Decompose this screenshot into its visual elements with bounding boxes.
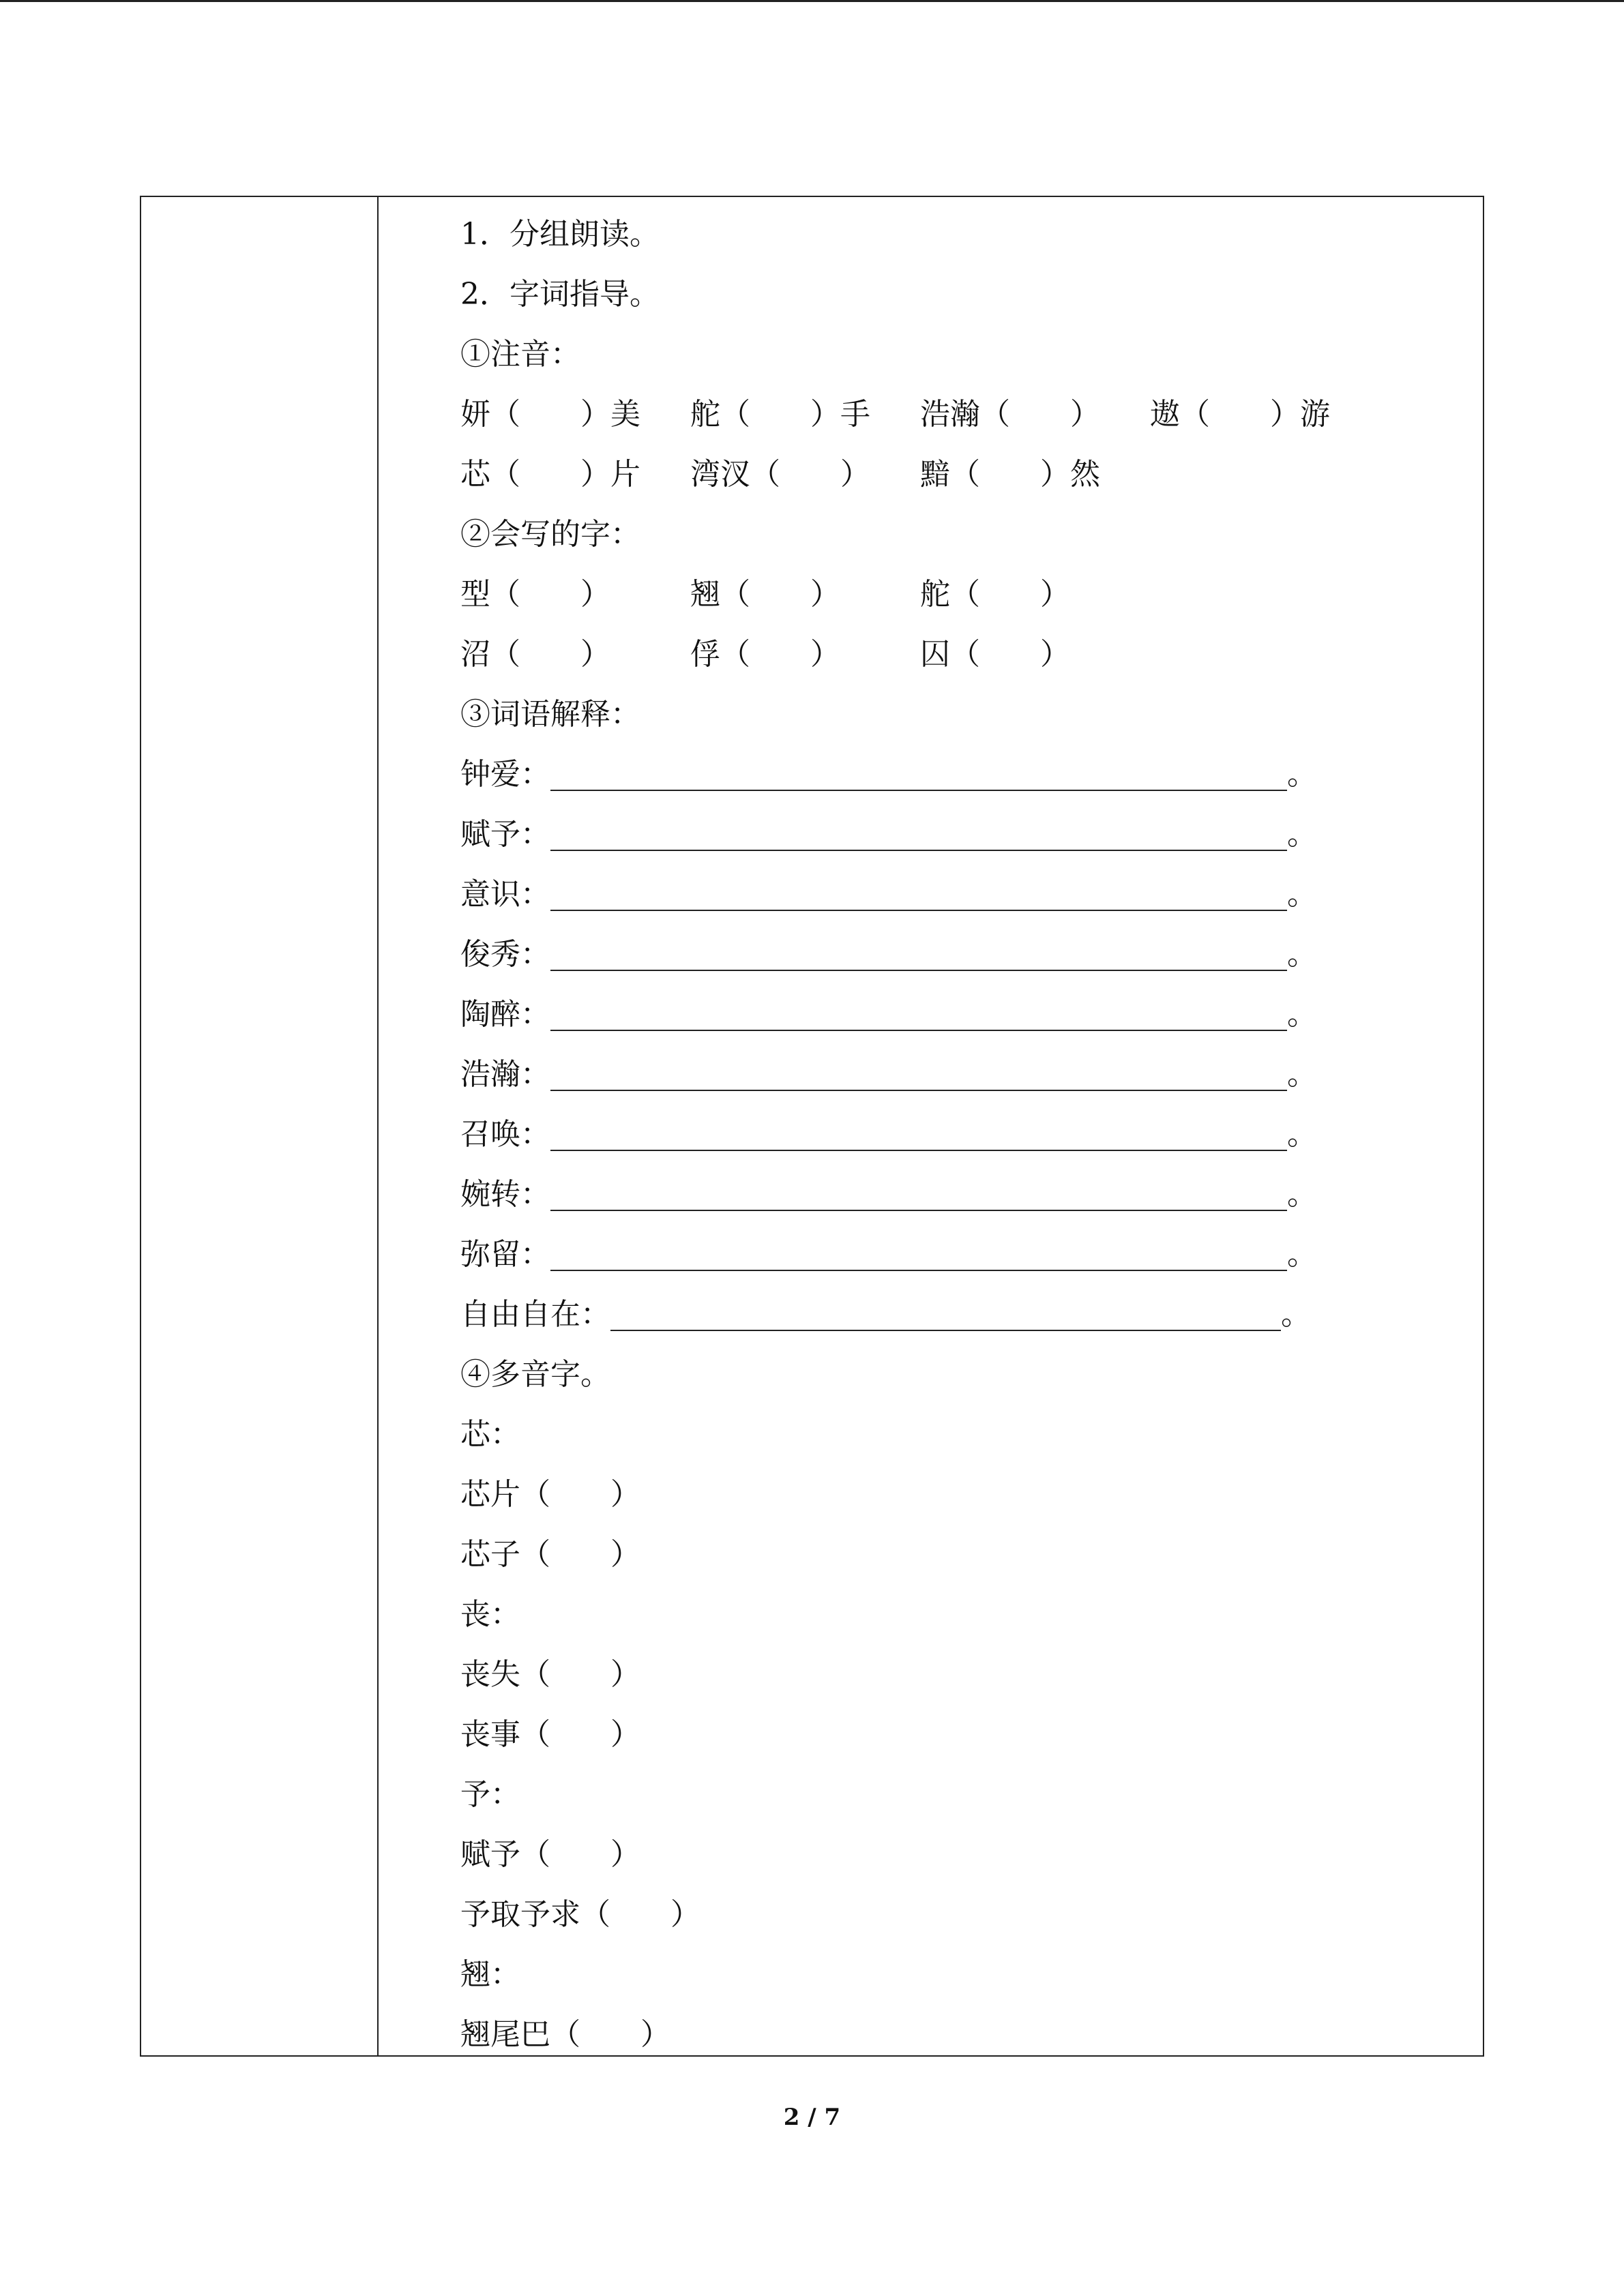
pinyin-item: 黯（ ）然 xyxy=(920,457,1100,492)
answer-blank[interactable] xyxy=(550,751,1287,791)
table-column-divider xyxy=(377,196,379,2057)
polyphone-line: 赋予（ ） xyxy=(460,1837,640,1872)
writing-row-1 xyxy=(460,565,1470,625)
pinyin-item: 遨（ ）游 xyxy=(1150,397,1330,432)
polyphone-line: 丧失（ ） xyxy=(460,1657,640,1692)
section-pinyin-title: ①注音： xyxy=(460,337,580,372)
polyphone-line: 芯片（ ） xyxy=(460,1477,640,1512)
pinyin-item: 浩瀚（ ） xyxy=(920,397,1100,432)
polyphone-line: 丧： xyxy=(460,1597,520,1632)
section-polyphone-title: ④多音字。 xyxy=(460,1357,610,1392)
definition-item: 意识： 。 xyxy=(460,865,1470,925)
section-definition-title: ③词语解释： xyxy=(460,697,640,732)
writing-item: 俘（ ） xyxy=(690,637,840,672)
definition-item: 弥留： 。 xyxy=(460,1225,1470,1285)
answer-blank[interactable] xyxy=(550,992,1287,1031)
pinyin-item: 舵（ ）手 xyxy=(690,397,870,432)
polyphone-line: 予： xyxy=(460,1777,520,1812)
polyphone-line: 丧事（ ） xyxy=(460,1717,640,1752)
answer-blank[interactable] xyxy=(550,1052,1287,1091)
pinyin-item: 妍（ ）美 xyxy=(460,397,640,432)
definition-list xyxy=(460,745,1470,1345)
pinyin-row-2 xyxy=(460,445,1470,505)
definition-item: 赋予： 。 xyxy=(460,805,1470,865)
section-writing-title: ②会写的字： xyxy=(460,517,640,552)
answer-blank[interactable] xyxy=(550,811,1287,851)
step-1: 1．分组朗读。 xyxy=(460,217,660,252)
definition-item: 钟爱： 。 xyxy=(460,745,1470,805)
answer-blank[interactable] xyxy=(610,1292,1281,1331)
definition-item: 浩瀚： 。 xyxy=(460,1045,1470,1105)
answer-blank[interactable] xyxy=(550,1112,1287,1151)
polyphone-line: 予取予求（ ） xyxy=(460,1897,700,1932)
definition-item: 自由自在： 。 xyxy=(460,1285,1470,1345)
writing-item: 翘（ ） xyxy=(690,577,840,612)
writing-item: 囚（ ） xyxy=(920,637,1070,672)
writing-row-2 xyxy=(460,625,1470,685)
pinyin-item: 芯（ ）片 xyxy=(460,457,640,492)
answer-blank[interactable] xyxy=(550,1232,1287,1271)
writing-item: 沼（ ） xyxy=(460,637,610,672)
lesson-content xyxy=(460,205,1470,2065)
top-border-line xyxy=(0,0,1624,2)
polyphone-list xyxy=(460,1405,1470,2065)
polyphone-line: 芯： xyxy=(460,1417,520,1452)
step-2: 2．字词指导。 xyxy=(460,277,660,312)
page-number: 2 / 7 xyxy=(783,2104,841,2131)
writing-item: 型（ ） xyxy=(460,577,610,612)
answer-blank[interactable] xyxy=(550,871,1287,911)
definition-item: 婉转： 。 xyxy=(460,1165,1470,1225)
definition-item: 陶醉： 。 xyxy=(460,985,1470,1045)
polyphone-line: 翘尾巴（ ） xyxy=(460,2017,670,2052)
polyphone-line: 翘： xyxy=(460,1957,520,1992)
pinyin-row-1 xyxy=(460,385,1470,445)
answer-blank[interactable] xyxy=(550,931,1287,971)
definition-item: 召唤： 。 xyxy=(460,1105,1470,1165)
writing-item: 舵（ ） xyxy=(920,577,1070,612)
answer-blank[interactable] xyxy=(550,1172,1287,1211)
polyphone-line: 芯子（ ） xyxy=(460,1537,640,1572)
definition-item: 俊秀： 。 xyxy=(460,925,1470,985)
pinyin-item: 湾汊（ ） xyxy=(690,457,870,492)
